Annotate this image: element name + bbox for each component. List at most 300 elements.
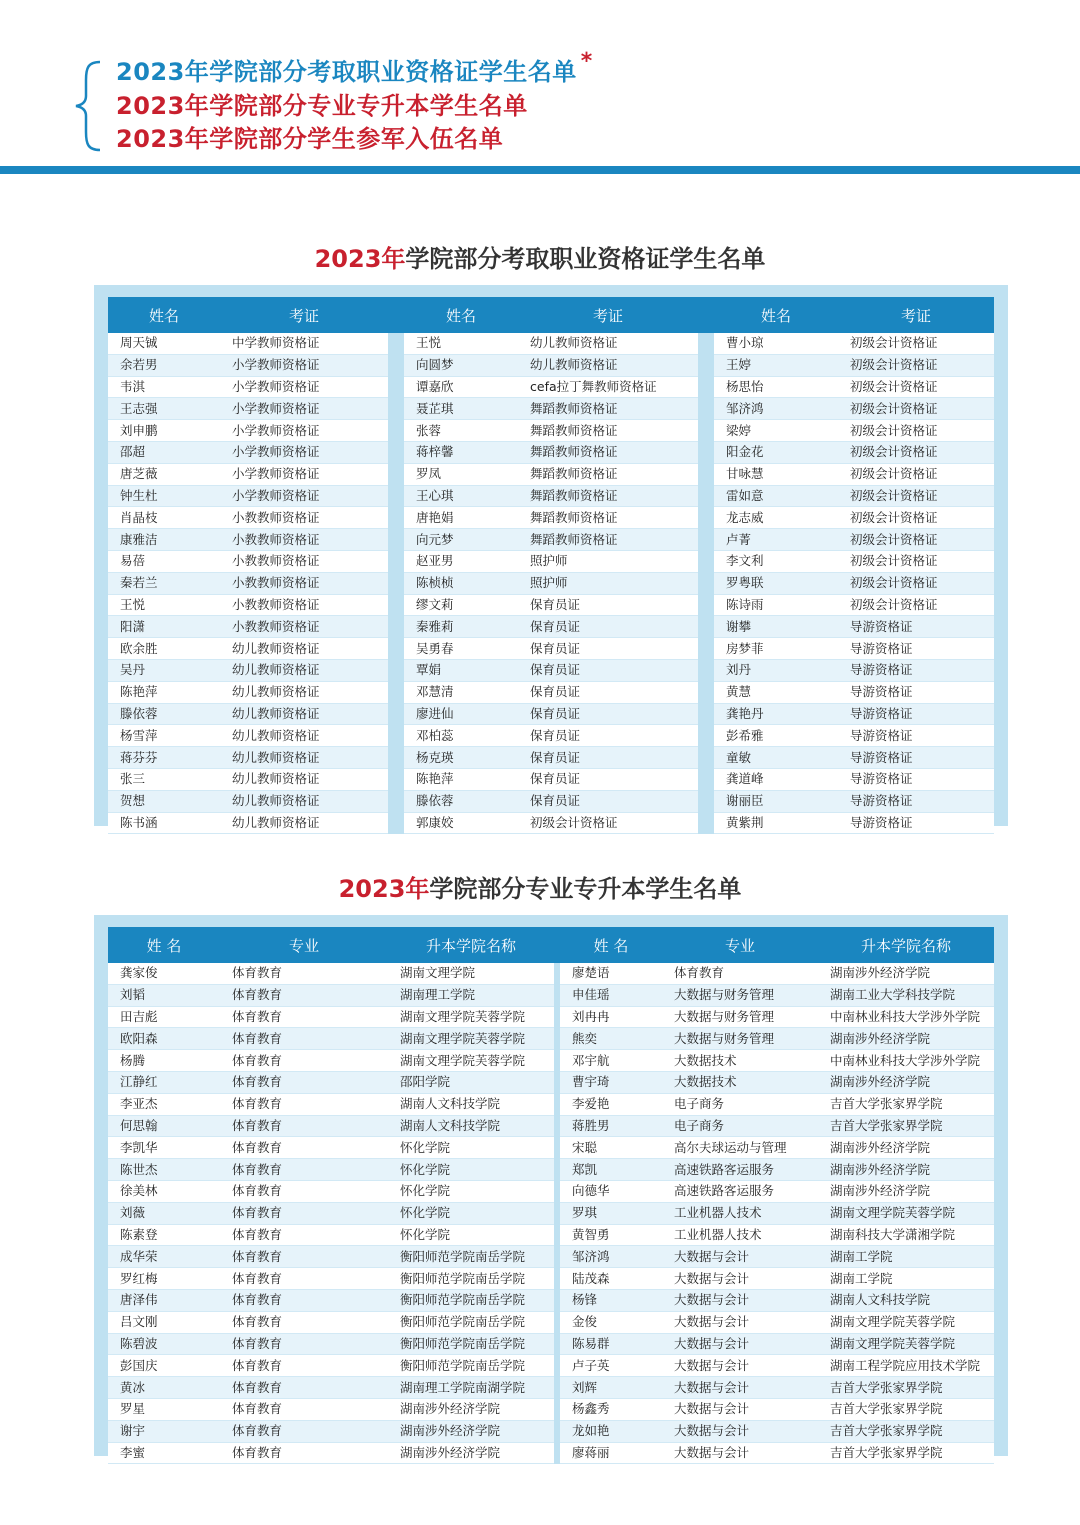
name-cell: 刘冉冉 [560,1006,662,1028]
major-cell: 工业机器人技术 [662,1202,818,1224]
major-cell: 体育教育 [220,984,388,1006]
major-cell: 大数据与会计 [662,1377,818,1399]
cert-cell: 初级会计资格证 [838,529,994,551]
col-header-name: 姓 名 [108,927,220,963]
cert-cell: 导游资格证 [838,616,994,638]
table-row [108,1006,994,1028]
cert-cell: 舞蹈教师资格证 [518,485,698,507]
column-gap [698,747,714,769]
major-cell: 大数据与会计 [662,1289,818,1311]
major-cell: 大数据与会计 [662,1355,818,1377]
cert-cell: 幼儿教师资格证 [220,638,388,660]
header-line-upgrade: 2023年学院部分专业专升本学生名单 [116,92,528,120]
table-row [108,1159,994,1181]
college-cell: 衡阳师范学院南岳学院 [388,1311,554,1333]
major-cell: 大数据技术 [662,1050,818,1072]
cert-cell: 导游资格证 [838,790,994,812]
cert-cell: 导游资格证 [838,747,994,769]
cert-cell: 幼儿教师资格证 [220,747,388,769]
major-cell: 体育教育 [220,1071,388,1093]
name-cell: 郑凯 [560,1159,662,1181]
column-gap [388,812,404,834]
name-cell: 邓宇航 [560,1050,662,1072]
cert-cell: 保育员证 [518,725,698,747]
college-cell: 湖南涉外经济学院 [818,1159,994,1181]
cert-cell: 保育员证 [518,659,698,681]
major-cell: 体育教育 [220,1093,388,1115]
column-gap [388,485,404,507]
major-cell: 高速铁路客运服务 [662,1159,818,1181]
college-cell: 湖南涉外经济学院 [388,1442,554,1464]
column-gap [388,747,404,769]
name-cell: 陈诗雨 [714,594,838,616]
name-cell: 谭嘉欣 [404,376,518,398]
college-cell: 衡阳师范学院南岳学院 [388,1268,554,1290]
column-gap [388,507,404,529]
cert-cell: 小教教师资格证 [220,550,388,572]
cert-cell: 幼儿教师资格证 [220,681,388,703]
name-cell: 房梦菲 [714,638,838,660]
college-cell: 湖南文理学院芙蓉学院 [388,1006,554,1028]
major-cell: 体育教育 [220,1377,388,1399]
table-row [108,1050,994,1072]
cert-cell: 舞蹈教师资格证 [518,529,698,551]
college-cell: 衡阳师范学院南岳学院 [388,1333,554,1355]
name-cell: 秦雅莉 [404,616,518,638]
name-cell: 余若男 [108,354,220,376]
cert-cell: 小教教师资格证 [220,529,388,551]
column-gap [698,725,714,747]
name-cell: 熊奕 [560,1028,662,1050]
college-cell: 湖南文理学院芙蓉学院 [388,1050,554,1072]
column-gap [698,507,714,529]
cert-cell: 初级会计资格证 [838,507,994,529]
name-cell: 滕依蓉 [404,790,518,812]
column-gap [388,376,404,398]
name-cell: 黄智勇 [560,1224,662,1246]
cert-cell: 初级会计资格证 [838,376,994,398]
column-gap [388,550,404,572]
major-cell: 体育教育 [220,1006,388,1028]
header-line-1-mark: * [580,49,593,74]
name-cell: 廖楚语 [560,963,662,984]
table-row [108,1268,994,1290]
college-cell: 湖南理工学院南湖学院 [388,1377,554,1399]
name-cell: 黄冰 [108,1377,220,1399]
college-cell: 湖南工程学院应用技术学院 [818,1355,994,1377]
name-cell: 刘丹 [714,659,838,681]
cert-cell: 小教教师资格证 [220,594,388,616]
name-cell: 刘辉 [560,1377,662,1399]
major-cell: 大数据与财务管理 [662,1028,818,1050]
column-gap [698,354,714,376]
name-cell: 卢菁 [714,529,838,551]
cert-cell: 小学教师资格证 [220,485,388,507]
cert-cell: 保育员证 [518,638,698,660]
certificates-table [108,297,994,834]
name-cell: 徐美林 [108,1180,220,1202]
col-header-college: 升本学院名称 [818,927,994,963]
name-cell: 江静红 [108,1071,220,1093]
name-cell: 陆茂森 [560,1268,662,1290]
column-gap [698,376,714,398]
table-row [108,638,994,660]
cert-cell: 初级会计资格证 [838,463,994,485]
cert-cell: 小学教师资格证 [220,398,388,420]
major-cell: 体育教育 [220,1311,388,1333]
name-cell: 唐艳娟 [404,507,518,529]
name-cell: 张蓉 [404,420,518,442]
name-cell: 阳潇 [108,616,220,638]
name-cell: 杨腾 [108,1050,220,1072]
major-cell: 体育教育 [220,1333,388,1355]
column-gap [698,463,714,485]
header-line-enlistment: 2023年学院部分学生参军入伍名单 [116,125,504,153]
major-cell: 体育教育 [220,1180,388,1202]
cert-cell: cefa拉丁舞教师资格证 [518,376,698,398]
name-cell: 覃娟 [404,659,518,681]
name-cell: 罗琪 [560,1202,662,1224]
college-cell: 湖南文理学院芙蓉学院 [818,1202,994,1224]
col-header-cert: 考证 [220,297,388,333]
name-cell: 唐泽伟 [108,1289,220,1311]
cert-cell: 小学教师资格证 [220,441,388,463]
cert-cell: 小教教师资格证 [220,572,388,594]
name-cell: 欧阳森 [108,1028,220,1050]
name-cell: 杨雪萍 [108,725,220,747]
col-header-cert: 考证 [518,297,698,333]
name-cell: 肖晶枝 [108,507,220,529]
name-cell: 曹宇琦 [560,1071,662,1093]
college-cell: 湖南涉外经济学院 [388,1420,554,1442]
name-cell: 蒋梓馨 [404,441,518,463]
name-cell: 龚艳丹 [714,703,838,725]
name-cell: 吴丹 [108,659,220,681]
column-gap [698,333,714,354]
column-gap [698,550,714,572]
column-gap [698,485,714,507]
column-gap [388,398,404,420]
cert-cell: 导游资格证 [838,681,994,703]
table-row [108,1398,994,1420]
college-cell: 吉首大学张家界学院 [818,1377,994,1399]
name-cell: 谢丽臣 [714,790,838,812]
cert-cell: 保育员证 [518,790,698,812]
table-row [108,681,994,703]
table-row [108,529,994,551]
college-cell: 吉首大学张家界学院 [818,1442,994,1464]
table-row [108,507,994,529]
major-cell: 高速铁路客运服务 [662,1180,818,1202]
major-cell: 体育教育 [220,1224,388,1246]
cert-cell: 保育员证 [518,703,698,725]
column-gap [388,768,404,790]
table-row [108,1442,994,1464]
upgrade-panel [94,915,1008,1460]
major-cell: 体育教育 [220,1420,388,1442]
cert-cell: 照护师 [518,550,698,572]
cert-cell: 幼儿教师资格证 [220,812,388,834]
name-cell: 邓慧清 [404,681,518,703]
major-cell: 大数据与会计 [662,1246,818,1268]
major-cell: 电子商务 [662,1115,818,1137]
certificates-panel [94,285,1008,830]
col-header-major: 专业 [220,927,388,963]
college-cell: 湖南工学院 [818,1268,994,1290]
name-cell: 王心琪 [404,485,518,507]
certificates-table-header [108,297,994,333]
cert-cell: 幼儿教师资格证 [220,725,388,747]
cert-cell: 小学教师资格证 [220,463,388,485]
table-row [108,1377,994,1399]
college-cell: 衡阳师范学院南岳学院 [388,1289,554,1311]
col-header-name: 姓 名 [560,927,662,963]
upgrade-title-year: 2023年 [338,875,430,903]
name-cell: 陈书涵 [108,812,220,834]
table-row [108,572,994,594]
column-gap [388,638,404,660]
cert-cell: 舞蹈教师资格证 [518,507,698,529]
name-cell: 邵超 [108,441,220,463]
name-cell: 陈桢桢 [404,572,518,594]
major-cell: 体育教育 [220,1202,388,1224]
cert-cell: 初级会计资格证 [838,441,994,463]
college-cell: 湖南文理学院芙蓉学院 [818,1311,994,1333]
table-row [108,1137,994,1159]
table-row [108,1311,994,1333]
name-cell: 郭康姣 [404,812,518,834]
college-cell: 吉首大学张家界学院 [818,1115,994,1137]
college-cell: 湖南工学院 [818,1246,994,1268]
table-row [108,1289,994,1311]
cert-cell: 舞蹈教师资格证 [518,398,698,420]
college-cell: 怀化学院 [388,1180,554,1202]
name-cell: 黄慧 [714,681,838,703]
college-cell: 湖南涉外经济学院 [818,1137,994,1159]
column-gap [698,616,714,638]
table-row [108,1180,994,1202]
college-cell: 湖南科技大学潇湘学院 [818,1224,994,1246]
cert-cell: 舞蹈教师资格证 [518,441,698,463]
name-cell: 杨鑫秀 [560,1398,662,1420]
name-cell: 易蓓 [108,550,220,572]
college-cell: 怀化学院 [388,1137,554,1159]
college-cell: 湖南涉外经济学院 [818,1028,994,1050]
name-cell: 缪文莉 [404,594,518,616]
major-cell: 体育教育 [220,1137,388,1159]
table-row [108,1202,994,1224]
column-gap [388,681,404,703]
college-cell: 吉首大学张家界学院 [818,1093,994,1115]
college-cell: 湖南文理学院 [388,963,554,984]
major-cell: 大数据与会计 [662,1333,818,1355]
header-line-certificates [116,49,593,90]
table-row [108,1246,994,1268]
name-cell: 秦若兰 [108,572,220,594]
cert-cell: 初级会计资格证 [838,420,994,442]
major-cell: 大数据与财务管理 [662,1006,818,1028]
college-cell: 中南林业科技大学涉外学院 [818,1050,994,1072]
college-cell: 湖南工业大学科技学院 [818,984,994,1006]
column-gap [388,463,404,485]
major-cell: 体育教育 [220,1442,388,1464]
name-cell: 李爱艳 [560,1093,662,1115]
cert-cell: 初级会计资格证 [838,398,994,420]
table-row [108,333,994,354]
table-row [108,659,994,681]
cert-cell: 小学教师资格证 [220,376,388,398]
cert-cell: 初级会计资格证 [838,550,994,572]
table-row [108,376,994,398]
name-cell: 王志强 [108,398,220,420]
name-cell: 王悦 [404,333,518,354]
table-row [108,463,994,485]
name-cell: 康雅洁 [108,529,220,551]
name-cell: 廖蒋丽 [560,1442,662,1464]
name-cell: 陈素登 [108,1224,220,1246]
column-gap [698,441,714,463]
name-cell: 吕文刚 [108,1311,220,1333]
major-cell: 大数据与会计 [662,1420,818,1442]
table-row [108,1333,994,1355]
table-row [108,420,994,442]
name-cell: 田吉彪 [108,1006,220,1028]
major-cell: 工业机器人技术 [662,1224,818,1246]
cert-cell: 初级会计资格证 [838,594,994,616]
name-cell: 罗粤联 [714,572,838,594]
name-cell: 刘申鹏 [108,420,220,442]
name-cell: 谢攀 [714,616,838,638]
name-cell: 向元梦 [404,529,518,551]
cert-cell: 导游资格证 [838,703,994,725]
name-cell: 王婷 [714,354,838,376]
name-cell: 邹济鸿 [560,1246,662,1268]
name-cell: 蒋胜男 [560,1115,662,1137]
cert-cell: 幼儿教师资格证 [518,354,698,376]
cert-cell: 小教教师资格证 [220,507,388,529]
college-cell: 吉首大学张家界学院 [818,1420,994,1442]
name-cell: 申佳瑶 [560,984,662,1006]
table-row [108,398,994,420]
name-cell: 刘薇 [108,1202,220,1224]
name-cell: 廖进仙 [404,703,518,725]
college-cell: 怀化学院 [388,1224,554,1246]
upgrade-section-title [0,869,1080,904]
name-cell: 童敏 [714,747,838,769]
table-row [108,790,994,812]
name-cell: 成华荣 [108,1246,220,1268]
table-row [108,1355,994,1377]
name-cell: 龚道峰 [714,768,838,790]
major-cell: 体育教育 [220,1246,388,1268]
column-gap [388,333,404,354]
certificates-title-year: 2023年 [314,245,406,273]
column-gap [698,420,714,442]
table-row [108,354,994,376]
major-cell: 体育教育 [220,1159,388,1181]
column-gap [388,594,404,616]
name-cell: 蒋芬芬 [108,747,220,769]
name-cell: 罗凤 [404,463,518,485]
college-cell: 怀化学院 [388,1202,554,1224]
cert-cell: 初级会计资格证 [518,812,698,834]
column-gap [388,725,404,747]
table-row [108,550,994,572]
name-cell: 王悦 [108,594,220,616]
cert-cell: 中学教师资格证 [220,333,388,354]
cert-cell: 幼儿教师资格证 [220,703,388,725]
column-gap [698,638,714,660]
table-row [108,1028,994,1050]
column-gap [698,812,714,834]
certificates-section-title [0,239,1080,274]
name-cell: 彭国庆 [108,1355,220,1377]
name-cell: 杨锋 [560,1289,662,1311]
table-row [108,812,994,834]
column-gap [698,790,714,812]
major-cell: 大数据与会计 [662,1268,818,1290]
name-cell: 曹小琼 [714,333,838,354]
column-gap [698,594,714,616]
major-cell: 体育教育 [220,1398,388,1420]
college-cell: 湖南人文科技学院 [388,1093,554,1115]
major-cell: 大数据技术 [662,1071,818,1093]
name-cell: 雷如意 [714,485,838,507]
cert-cell: 导游资格证 [838,768,994,790]
table-row [108,1115,994,1137]
column-gap [388,441,404,463]
major-cell: 大数据与财务管理 [662,984,818,1006]
column-gap [698,297,714,333]
cert-cell: 舞蹈教师资格证 [518,463,698,485]
name-cell: 梁婷 [714,420,838,442]
cert-cell: 幼儿教师资格证 [518,333,698,354]
column-gap [388,354,404,376]
column-gap [698,703,714,725]
name-cell: 李凯华 [108,1137,220,1159]
upgrade-table [108,927,994,1464]
name-cell: 贺想 [108,790,220,812]
name-cell: 阳金花 [714,441,838,463]
name-cell: 周天铖 [108,333,220,354]
cert-cell: 幼儿教师资格证 [220,659,388,681]
name-cell: 甘咏慧 [714,463,838,485]
major-cell: 体育教育 [220,1268,388,1290]
table-row [108,1071,994,1093]
name-cell: 陈世杰 [108,1159,220,1181]
name-cell: 李蜜 [108,1442,220,1464]
college-cell: 湖南涉外经济学院 [818,1180,994,1202]
column-gap [698,659,714,681]
cert-cell: 小学教师资格证 [220,354,388,376]
name-cell: 龙如艳 [560,1420,662,1442]
name-cell: 刘韬 [108,984,220,1006]
column-gap [698,681,714,703]
table-row [108,963,994,984]
table-row [108,616,994,638]
cert-cell: 小教教师资格证 [220,616,388,638]
column-gap [388,420,404,442]
college-cell: 中南林业科技大学涉外学院 [818,1006,994,1028]
header-divider-bar [0,166,1080,174]
name-cell: 吴勇春 [404,638,518,660]
college-cell: 湖南涉外经济学院 [388,1398,554,1420]
column-gap [388,703,404,725]
column-gap [388,529,404,551]
column-gap [698,768,714,790]
col-header-major: 专业 [662,927,818,963]
name-cell: 何思翰 [108,1115,220,1137]
